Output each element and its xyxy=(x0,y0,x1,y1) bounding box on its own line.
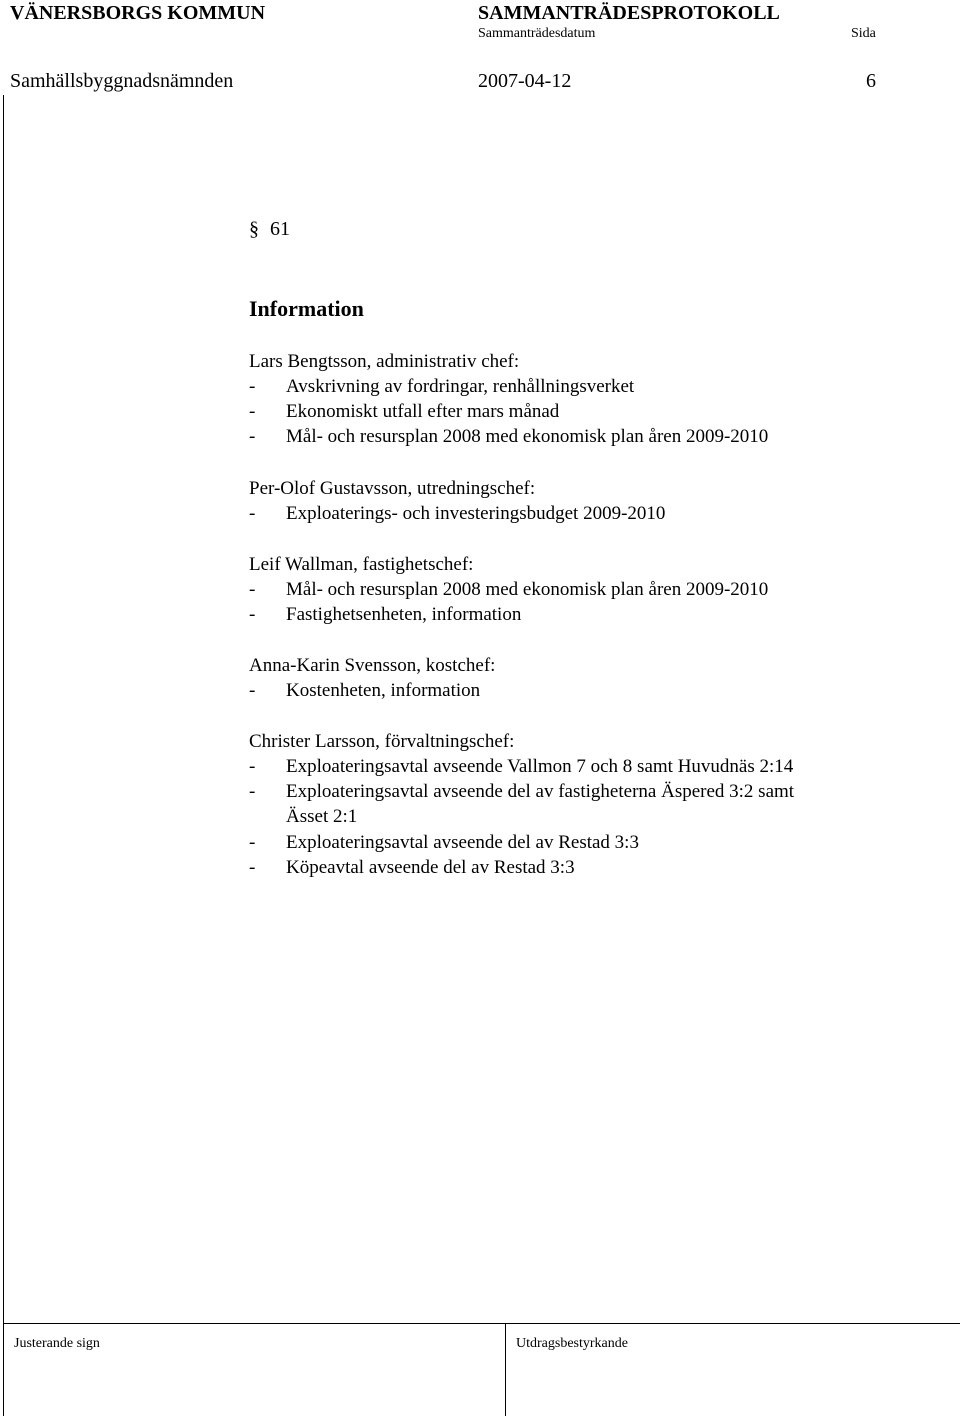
list-item-text: Mål- och resursplan 2008 med ekonomisk plan åren 2009-2010 xyxy=(286,426,769,447)
bullet-dash: - xyxy=(249,857,256,878)
list-item xyxy=(249,781,929,805)
list-item xyxy=(249,376,929,400)
section-title: Information xyxy=(249,296,364,321)
committee-name: Samhällsbyggnadsnämnden xyxy=(10,70,234,92)
speaker-line: Lars Bengtsson, administrativ chef: xyxy=(249,351,520,372)
list-item-text: Fastighetsenheten, information xyxy=(286,604,522,625)
list-item xyxy=(249,857,929,881)
list-item xyxy=(249,426,929,450)
section-number-value: 61 xyxy=(270,218,290,240)
list-item xyxy=(249,579,929,603)
list-item xyxy=(249,503,929,527)
list-item-text: Exploateringsavtal avseende Vallmon 7 och 8 samt Huvudnäs 2:14 xyxy=(286,756,794,777)
bullet-dash: - xyxy=(249,376,256,397)
footer-separator-line xyxy=(3,1323,960,1324)
speaker-line: Per-Olof Gustavsson, utredningschef: xyxy=(249,478,536,499)
list-item-text: Ekonomiskt utfall efter mars månad xyxy=(286,401,560,422)
list-item-text: Exploaterings- och investeringsbudget 2009-2010 xyxy=(286,503,666,524)
municipality-name: VÄNERSBORGS KOMMUN xyxy=(10,2,266,24)
bullet-dash: - xyxy=(249,503,256,524)
bullet-dash: - xyxy=(249,680,256,701)
bullet-dash: - xyxy=(249,832,256,853)
bullet-dash: - xyxy=(249,579,256,600)
bullet-dash: - xyxy=(249,401,256,422)
paragraph-symbol: § xyxy=(249,218,259,240)
footer-divider-line xyxy=(505,1323,506,1416)
page-label: Sida xyxy=(851,26,876,41)
list-item-text: Avskrivning av fordringar, renhållningsverket xyxy=(286,376,635,397)
speaker-line: Christer Larsson, förvaltningschef: xyxy=(249,731,515,752)
speaker-line: Anna-Karin Svensson, kostchef: xyxy=(249,655,496,676)
list-item-continuation xyxy=(249,806,929,830)
list-item-text: Kostenheten, information xyxy=(286,680,481,701)
list-item xyxy=(249,832,929,856)
list-item-text: Exploateringsavtal avseende del av fastigheterna Äspered 3:2 samt xyxy=(286,781,795,802)
bullet-dash: - xyxy=(249,604,256,625)
bullet-dash: - xyxy=(249,426,256,447)
list-item-continuation-text: Ässet 2:1 xyxy=(286,806,358,827)
list-item-text: Mål- och resursplan 2008 med ekonomisk plan åren 2009-2010 xyxy=(286,579,769,600)
page-number: 6 xyxy=(866,70,876,92)
list-item xyxy=(249,604,929,628)
list-item xyxy=(249,756,929,780)
meeting-date: 2007-04-12 xyxy=(478,70,572,92)
section-number xyxy=(249,218,290,241)
document-type: SAMMANTRÄDESPROTOKOLL xyxy=(478,2,780,24)
left-margin-line xyxy=(3,95,4,1416)
list-item xyxy=(249,680,929,704)
list-item-text: Exploateringsavtal avseende del av Restad 3:3 xyxy=(286,832,639,853)
meeting-date-label: Sammanträdesdatum xyxy=(478,26,596,41)
list-item xyxy=(249,401,929,425)
bullet-dash: - xyxy=(249,756,256,777)
extract-certification-label: Utdragsbestyrkande xyxy=(516,1336,628,1351)
bullet-dash: - xyxy=(249,781,256,802)
list-item-text: Köpeavtal avseende del av Restad 3:3 xyxy=(286,857,575,878)
speaker-line: Leif Wallman, fastighetschef: xyxy=(249,554,474,575)
adjusting-signature-label: Justerande sign xyxy=(14,1336,100,1351)
